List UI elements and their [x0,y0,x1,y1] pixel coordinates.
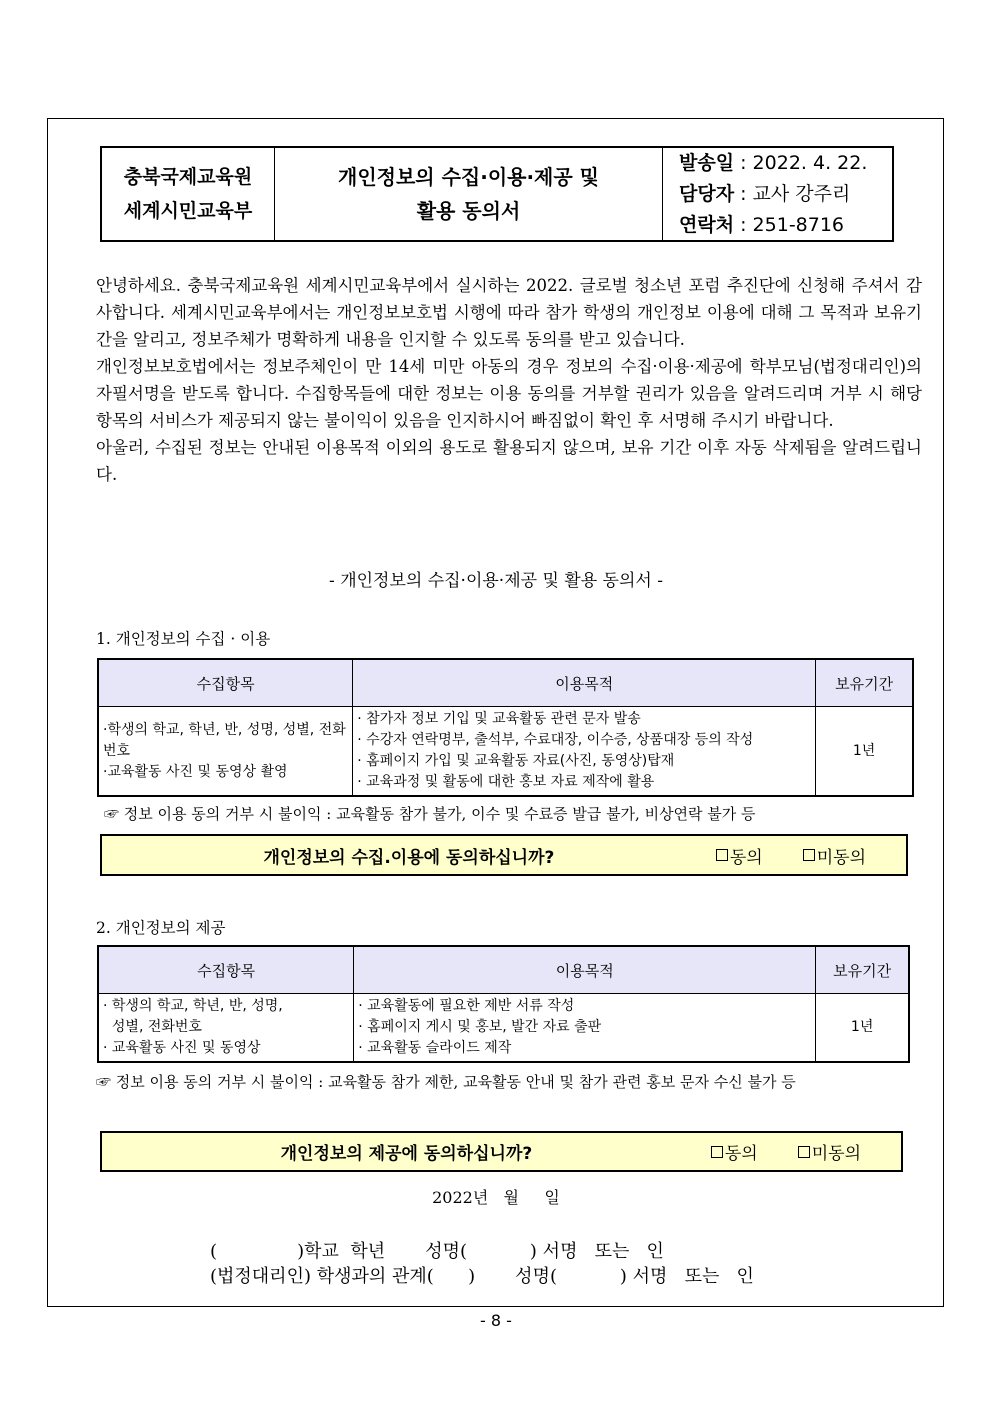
section2-consent-question [100,1131,903,1172]
contact-person: 담당자 : 교사 강주리 [679,182,851,205]
page-number: - 8 - [480,1311,512,1330]
item: · 교육활동 사진 및 동영상 [103,1040,261,1056]
section1-refusal-note: ☞ 정보 이용 동의 거부 시 불이익 : 교육활동 참가 불가, 이수 및 수료증 발급 불가, 비상연락 불가 등 [104,805,756,823]
section2-table [97,945,910,1063]
document-info [663,148,892,240]
org-name: 충북국제교육원 [123,166,253,188]
purpose: · 홈페이지 게시 및 홍보, 발간 자료 출판 [358,1019,602,1035]
document-title [275,148,663,240]
disagree-option[interactable]: 미동의 [803,843,866,868]
intro-text [96,272,922,488]
header-items: 수집항목 [98,946,354,994]
section2-refusal-note: ☞ 정보 이용 동의 거부 시 불이익 : 교육활동 참가 제한, 교육활동 안내 및 참가 관련 홍보 문자 수신 불가 등 [96,1073,796,1091]
document-header [100,146,894,242]
agree-checkbox[interactable] [716,849,728,861]
header-retention: 보유기간 [816,946,909,994]
purpose: · 교육과정 및 활동에 대한 홍보 자료 제작에 활용 [357,774,655,790]
item: ·학생의 학교, 학년, 반, 성명, 성별, 전화번호 [103,721,346,759]
retention-period: 1년 [816,994,909,1063]
collected-items [98,707,353,797]
consent-question-text: 개인정보의 제공에 동의하십니까? [280,1144,533,1164]
send-date: 발송일 : 2022. 4. 22. [679,151,868,174]
agree-option[interactable]: 동의 [711,1139,758,1164]
header-purpose: 이용목적 [353,659,816,707]
item: 성별, 전화번호 [103,1019,202,1035]
intro-paragraph: 아울러, 수집된 정보는 안내된 이용목적 이외의 용도로 활용되지 않으며, 보유 기간 이후 자동 삭제됨을 알려드립니다. [96,438,922,484]
date-line: 2022년 월 일 [432,1188,560,1207]
org-department: 세계시민교육부 [123,200,253,222]
section1-title: 1. 개인정보의 수집 · 이용 [96,630,271,648]
purpose: · 교육활동에 필요한 제반 서류 작성 [358,998,575,1014]
agree-option[interactable]: 동의 [716,843,763,868]
disagree-option[interactable]: 미동의 [798,1139,861,1164]
intro-paragraph: 안녕하세요. 충북국제교육원 세계시민교육부에서 실시하는 2022. 글로벌 청소년 포럼 추진단에 신청해 주셔서 감사합니다. 세계시민교육부에서는 개인정보보호법 시행에 따라 참가 학생의 개인정보 이용에 대해 그 목적과 보유기간을 알리고, 정보주체가 명확하게 내용을 인지할 수 있도록 동의를 받고 있습니다. [96,276,922,349]
title-line-2: 활용 동의서 [416,199,521,223]
item: · 학생의 학교, 학년, 반, 성명, [103,998,283,1014]
purpose: · 참가자 정보 기입 및 교육활동 관련 문자 발송 [357,711,641,727]
header-purpose: 이용목적 [354,946,816,994]
issuing-organization [102,148,275,240]
contact-phone: 연락처 : 251-8716 [679,213,845,236]
purposes [353,707,816,797]
title-line-1: 개인정보의 수집·이용·제공 및 [338,165,599,189]
purpose: · 홈페이지 가입 및 교육활동 자료(사진, 동영상)탑재 [357,753,675,769]
item: ·교육활동 사진 및 동영상 촬영 [103,763,288,780]
section1-table [97,658,914,797]
disagree-checkbox[interactable] [798,1146,810,1158]
agree-checkbox[interactable] [711,1146,723,1158]
intro-paragraph: 개인정보보호법에서는 정보주체인이 만 14세 미만 아동의 경우 정보의 수집·이용·제공에 학부모님(법정대리인)의 자필서명을 받도록 합니다. 수집항목들에 대한 정보는 이용 동의를 거부할 권리가 있음을 알려드리며 거부 시 해당 항목의 서비스가 제공되지 않는 불이익이 있음을 인지하시어 빠짐없이 확인 후 서명해 주시기 바랍니다. [96,357,922,430]
signature-line-student[interactable]: ( )학교 학년 성명( ) 서명 또는 인 [210,1241,664,1262]
section1-consent-question [100,834,908,876]
consent-question-text: 개인정보의 수집.이용에 동의하십니까? [263,847,555,868]
section2-title: 2. 개인정보의 제공 [96,919,226,937]
header-retention: 보유기간 [816,659,913,707]
retention-period: 1년 [816,707,913,797]
header-items: 수집항목 [98,659,353,707]
form-title: - 개인정보의 수집·이용·제공 및 활용 동의서 - [329,571,663,591]
collected-items [98,994,354,1063]
purpose: · 수강자 연락명부, 출석부, 수료대장, 이수증, 상품대장 등의 작성 [357,732,754,748]
purposes [354,994,816,1063]
disagree-checkbox[interactable] [803,849,815,861]
signature-line-guardian[interactable]: (법정대리인) 학생과의 관계( ) 성명( ) 서명 또는 인 [210,1266,754,1287]
purpose: · 교육활동 슬라이드 제작 [358,1040,512,1056]
